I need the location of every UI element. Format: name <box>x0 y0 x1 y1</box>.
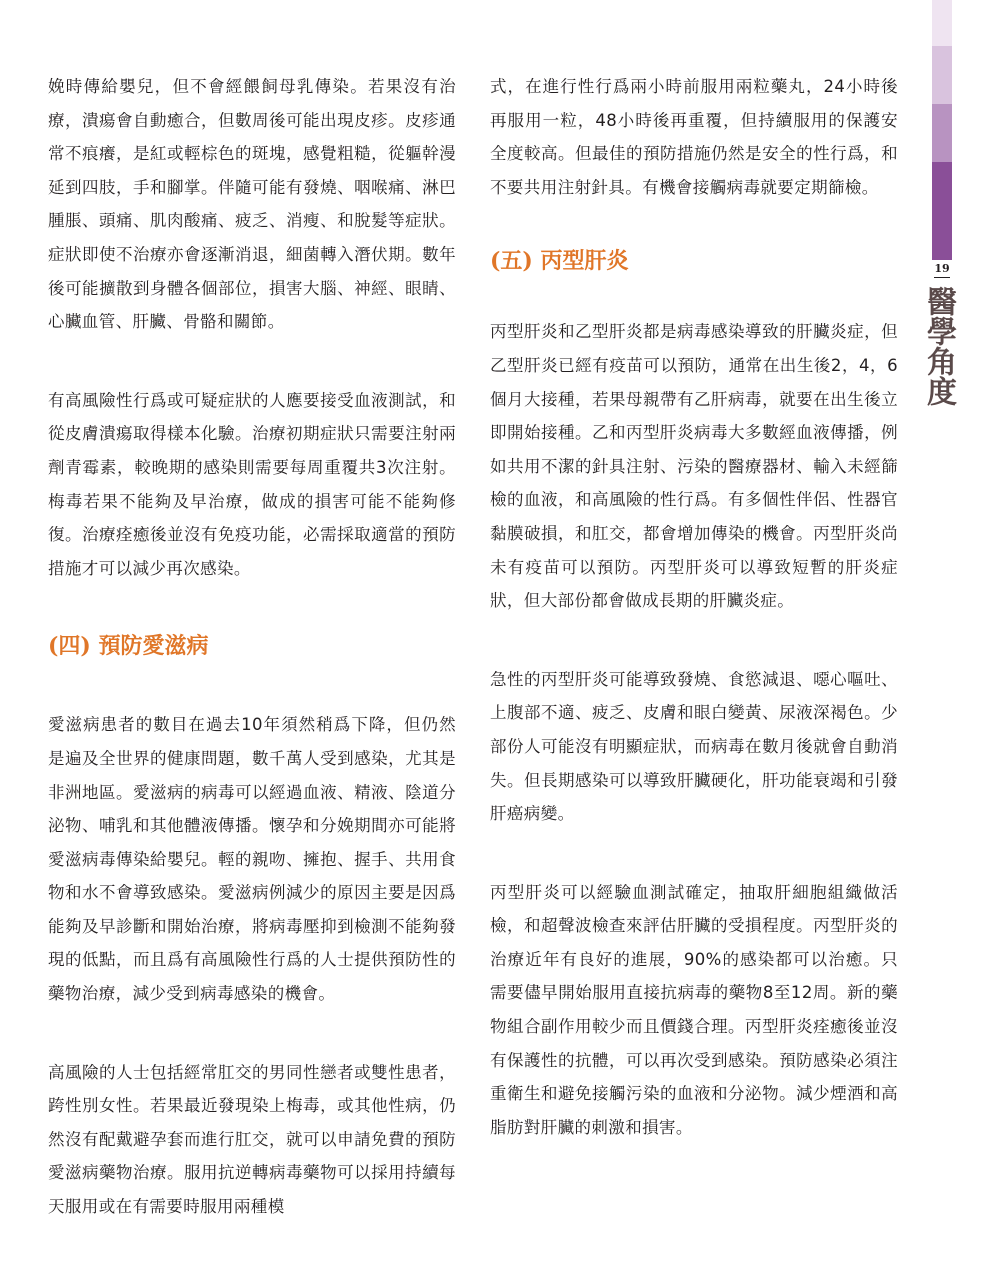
heading-hepatitis-c: (五) 丙型肝炎 <box>490 248 629 275</box>
paragraph-aids-prep: 式，在進行性行爲兩小時前服用兩粒藥丸，24小時後再服用一粒，48小時後再重覆，但持續服用的保護安全度較高。但最佳的預防措施仍然是安全的性行爲，和不要共用注射針具。有機會接觸病毒就要定期篩檢。 <box>490 77 898 197</box>
page-number: 19 <box>934 262 950 275</box>
paragraph-hepatitis-symptoms: 急性的丙型肝炎可能導致發燒、食慾減退、噁心嘔吐、上腹部不適、疲乏、皮膚和眼白變黃、尿液深褐色。少部份人可能沒有明顯症狀，而病毒在數月後就會自動消失。但長期感染可以導致肝臟硬化，肝功能衰竭和引發肝癌病變。 <box>490 669 898 824</box>
paragraph-hepatitis-treatment: 丙型肝炎可以經驗血測試確定，抽取肝細胞組織做活檢，和超聲波檢查來評估肝臟的受損程度。丙型肝炎的治療近年有良好的進展，90%的感染都可以治癒。只需要儘早開始服用直接抗病毒的藥物8至12周。新的藥物組合副作用較少而且價錢合理。丙型肝炎痊癒後並沒有保護性的抗體，可以再次受到感染。預防感染必須注重衛生和避免接觸污染的血液和分泌物。減少煙酒和高脂肪對肝臟的刺激和損害。 <box>490 882 898 1137</box>
paragraph-aids-overview: 愛滋病患者的數目在過去10年須然稍爲下降，但仍然是遍及全世界的健康問題，數千萬人受到感染，尤其是非洲地區。愛滋病的病毒可以經過血液、精液、陰道分泌物、哺乳和其他體液傳播。懷孕和分娩期間亦可能將愛滋病毒傳染給嬰兒。輕的親吻、擁抱、握手、共用食物和水不會導致感染。愛滋病例減少的原因主要是因爲能夠及早診斷和開始治療，將病毒壓抑到檢測不能夠發現的低點，而且爲有高風險性行爲的人士提供預防性的藥物治療，減少受到病毒感染的機會。 <box>48 715 456 1004</box>
paragraph-syphilis-treatment: 有高風險性行爲或可疑症狀的人應要接受血液測試，和從皮膚潰瘍取得樣本化驗。治療初期症狀只需要注射兩劑青霉素，較晚期的感染則需要每周重覆共3次注射。梅毒若果不能夠及早治療，做成的損害可能不能夠修復。治療痊癒後並沒有免疫功能，必需採取適當的預防措施才可以減少再次感染。 <box>48 390 456 578</box>
tab-segment <box>932 0 952 46</box>
paragraph-aids-high-risk: 高風險的人士包括經常肛交的男同性戀者或雙性患者，跨性別女性。若果最近發現染上梅毒，或其他性病，仍然沒有配戴避孕套而進行肛交，就可以申請免費的預防愛滋病藥物治療。服用抗逆轉病毒藥物可以採用持續每天服用或在有需要時服用兩種模 <box>48 1062 456 1217</box>
tab-segment <box>932 104 952 162</box>
section-title: 醫學角度 <box>921 286 956 406</box>
side-tab-strip <box>932 0 952 260</box>
tab-segment <box>932 46 952 104</box>
paragraph-syphilis-symptoms: 娩時傳給嬰兒，但不會經餵飼母乳傳染。若果沒有治療，潰瘍會自動癒合，但數周後可能出現皮疹。皮疹通常不痕癢，是紅或輕棕色的斑塊，感覺粗糙，從軀幹漫延到四肢，手和腳掌。伴隨可能有發燒、咽喉痛、淋巴腫脹、頭痛、肌肉酸痛、疲乏、消瘦、和脫髮等症狀。症狀即使不治療亦會逐漸消退，細菌轉入潛伏期。數年後可能擴散到身體各個部位，損害大腦、神經、眼睛、心臟血管、肝臟、骨骼和關節。 <box>48 77 456 332</box>
paragraph-hepatitis-overview: 丙型肝炎和乙型肝炎都是病毒感染導致的肝臟炎症，但乙型肝炎已經有疫苗可以預防，通常在出生後2，4，6個月大接種，若果母親帶有乙肝病毒，就要在出生後立即開始接種。乙和丙型肝炎病毒大多數經血液傳播，例如共用不潔的針具注射、污染的醫療器材、輸入未經篩檢的血液，和高風險的性行爲。有多個性伴侶、性器官黏膜破損，和肛交，都會增加傳染的機會。丙型肝炎尚未有疫苗可以預防。丙型肝炎可以導致短暫的肝炎症狀，但大部份都會做成長期的肝臟炎症。 <box>490 322 898 611</box>
left-column <box>48 70 456 1269</box>
heading-aids-prevention: (四) 預防愛滋病 <box>48 633 209 660</box>
page-number-divider <box>934 277 950 278</box>
tab-segment <box>932 162 952 260</box>
right-column <box>490 70 898 1189</box>
